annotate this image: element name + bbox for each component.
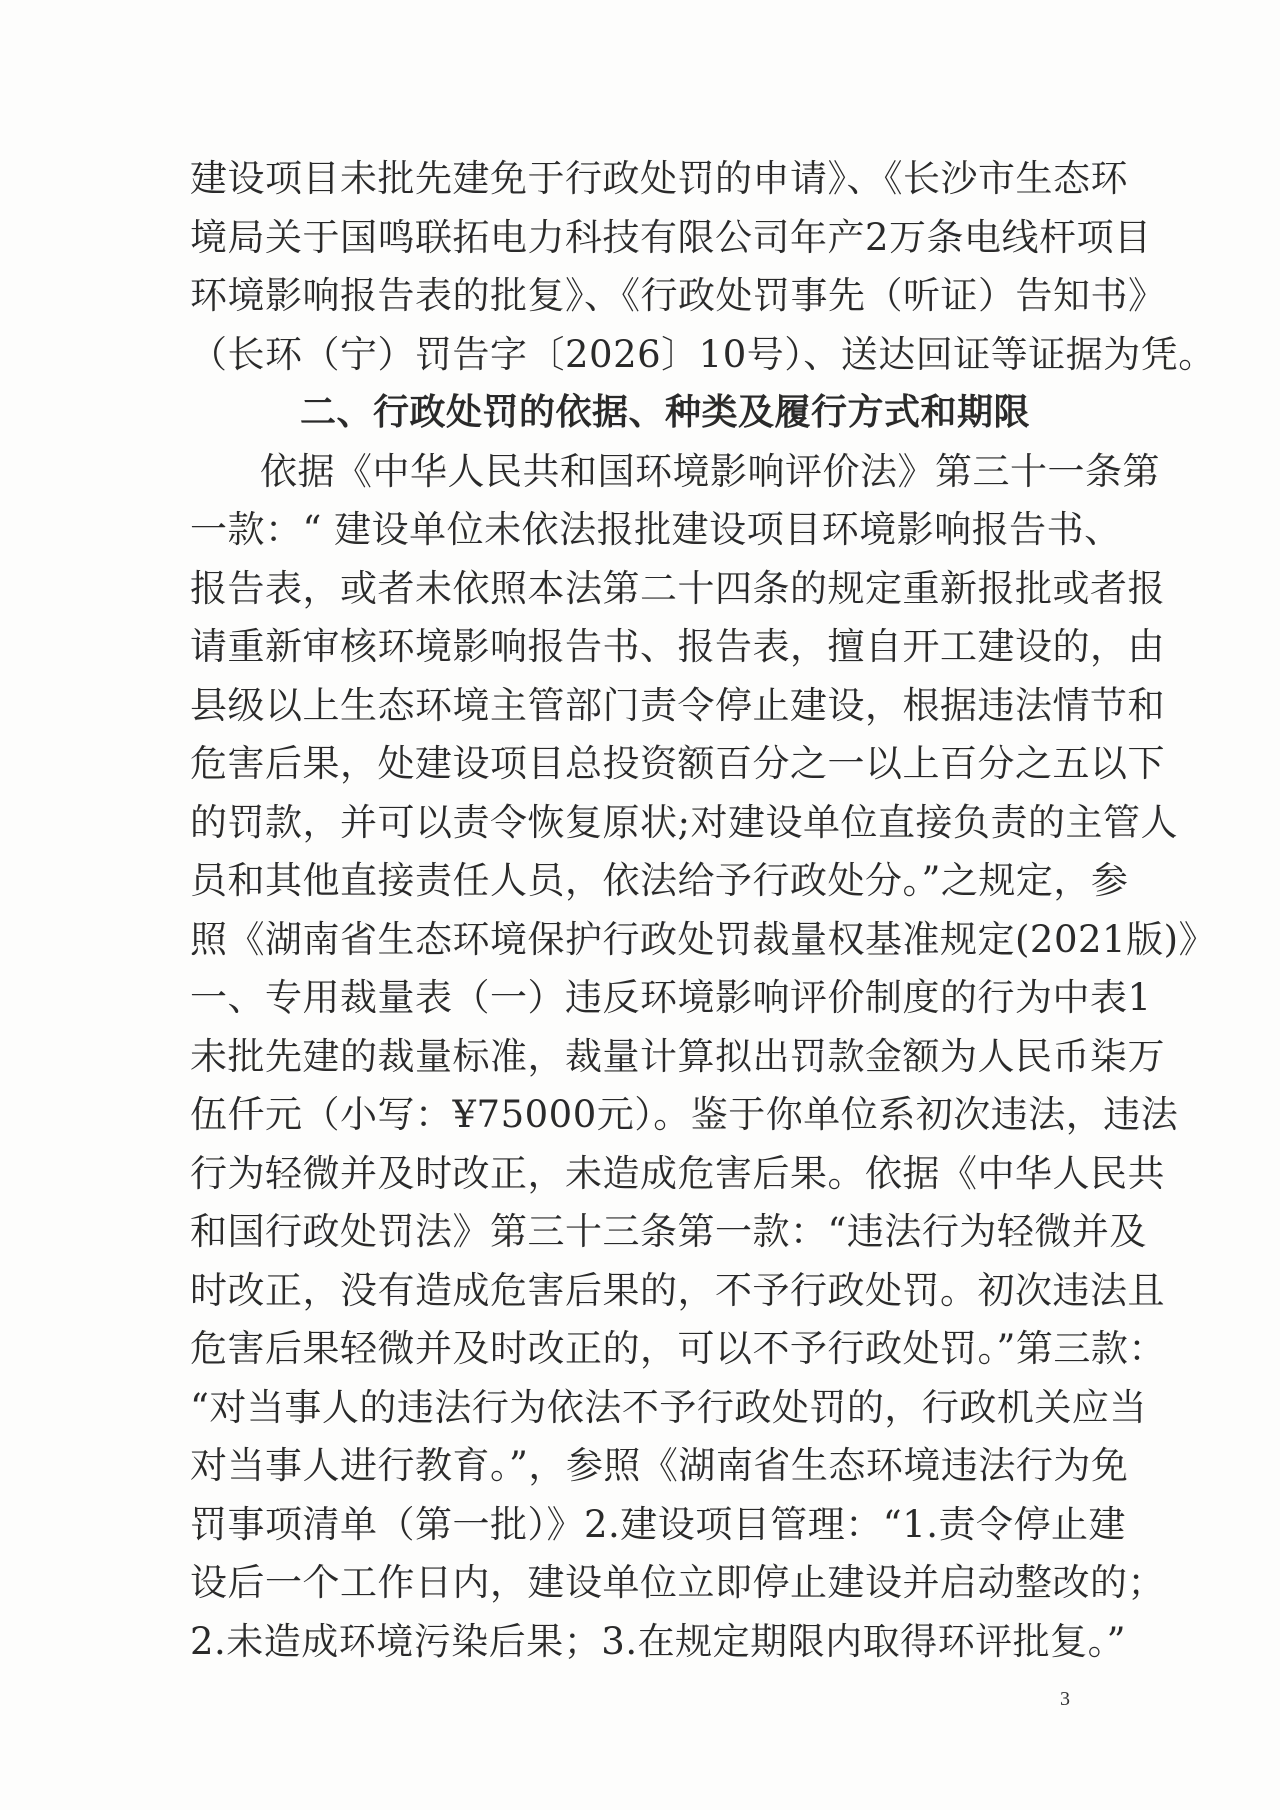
body-line: 请重新审核环境影响报告书、报告表，擅自开工建设的，由 xyxy=(190,625,1165,668)
body-line: 和国行政处罚法》第三十三条第一款：“违法行为轻微并及 xyxy=(190,1210,1147,1253)
body-line: 时改正，没有造成危害后果的，不予行政处罚。初次违法且 xyxy=(190,1268,1165,1312)
body-line: 依据《中华人民共和国环境影响评价法》第三十一条第 xyxy=(260,449,1160,493)
body-line: 危害后果，处建设项目总投资额百分之一以上百分之五以下 xyxy=(190,742,1165,785)
body-line: 环境影响报告表的批复》、《行政处罚事先（听证）告知书》 xyxy=(190,274,1166,317)
body-line: 危害后果轻微并及时改正的，可以不予行政处罚。”第三款： xyxy=(190,1327,1166,1370)
body-line: 一款：“ 建设单位未依法报批建设项目环境影响报告书、 xyxy=(190,508,1122,551)
document-body xyxy=(190,150,1217,1671)
body-line: 县级以上生态环境主管部门责令停止建设，根据违法情节和 xyxy=(190,683,1165,727)
body-line: 境局关于国鸣联拓电力科技有限公司年产2万条电线杆项目 xyxy=(190,215,1152,259)
body-line: 报告表，或者未依照本法第二十四条的规定重新报批或者报 xyxy=(190,566,1165,610)
body-line: 的罚款，并可以责令恢复原状;对建设单位直接负责的主管人 xyxy=(190,800,1178,844)
page-number: 3 xyxy=(1060,1688,1070,1710)
body-line: 对当事人进行教育。”，参照《湖南省生态环境违法行为免 xyxy=(190,1444,1129,1487)
body-line: 员和其他直接责任人员，依法给予行政处分。”之规定，参 xyxy=(190,859,1129,902)
body-line: 未批先建的裁量标准，裁量计算拟出罚款金额为人民币柒万 xyxy=(190,1034,1165,1078)
body-line: 一、专用裁量表（一）违反环境影响评价制度的行为中表1 xyxy=(190,976,1152,1019)
body-line: 照《湖南省生态环境保护行政处罚裁量权基准规定(2021版)》 xyxy=(190,917,1217,961)
body-line: “对当事人的违法行为依法不予行政处罚的，行政机关应当 xyxy=(190,1385,1147,1429)
body-line: 行为轻微并及时改正，未造成危害后果。依据《中华人民共 xyxy=(190,1151,1165,1195)
body-line: 2.未造成环境污染后果；3.在规定期限内取得环评批复。” xyxy=(190,1619,1127,1663)
body-line: 设后一个工作日内，建设单位立即停止建设并启动整改的； xyxy=(190,1561,1165,1604)
body-line: 伍仟元（小写：¥75000元）。鉴于你单位系初次违法，违法 xyxy=(190,1093,1179,1136)
body-line: 建设项目未批先建免于行政处罚的申请》、《长沙市生态环 xyxy=(190,157,1128,200)
section-heading: 二、行政处罚的依据、种类及履行方式和期限 xyxy=(300,392,1031,433)
body-line: （长环（宁）罚告字〔2026〕10号）、送达回证等证据为凭。 xyxy=(190,332,1216,376)
body-line: 罚事项清单（第一批）》2.建设项目管理：“1.责令停止建 xyxy=(190,1502,1127,1546)
